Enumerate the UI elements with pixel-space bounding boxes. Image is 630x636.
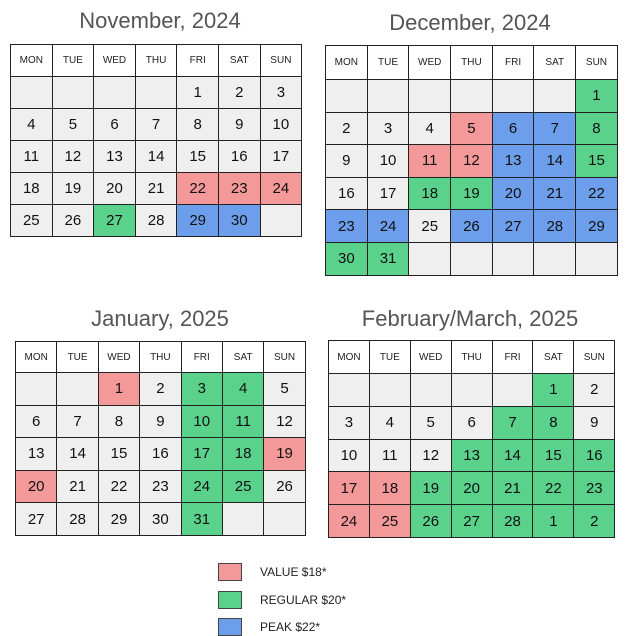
weekday-header: TUE <box>52 45 94 77</box>
weekday-header: SAT <box>534 46 576 80</box>
calendar-title-december: December, 2024 <box>389 10 551 35</box>
empty-cell <box>534 80 576 113</box>
empty-cell <box>222 503 263 536</box>
day-cell: 28 <box>135 205 177 237</box>
day-cell: 2 <box>218 77 260 109</box>
day-cell: 18 <box>222 438 263 471</box>
day-cell: 17 <box>260 141 302 173</box>
day-cell: 16 <box>326 177 368 210</box>
day-cell: 4 <box>369 406 410 439</box>
calendar-title-january: January, 2025 <box>91 306 229 331</box>
empty-cell <box>94 77 136 109</box>
day-cell: 6 <box>94 109 136 141</box>
weekday-header: MON <box>326 46 368 80</box>
day-cell: 22 <box>576 177 618 210</box>
empty-cell <box>451 80 493 113</box>
day-cell: 4 <box>409 112 451 145</box>
weekday-header: SAT <box>533 341 574 374</box>
day-cell: 1 <box>98 373 139 406</box>
week-row <box>16 373 306 406</box>
week-row <box>326 112 618 145</box>
day-cell: 2 <box>326 112 368 145</box>
week-row <box>329 505 615 538</box>
weekday-header: WED <box>94 45 136 77</box>
week-row <box>329 406 615 439</box>
day-cell: 24 <box>260 173 302 205</box>
day-cell: 12 <box>52 141 94 173</box>
day-cell: 24 <box>181 470 222 503</box>
week-row <box>16 470 306 503</box>
legend-item-regular <box>218 591 346 609</box>
day-cell: 10 <box>260 109 302 141</box>
day-cell: 15 <box>177 141 219 173</box>
day-cell: 1 <box>533 505 574 538</box>
day-cell: 8 <box>576 112 618 145</box>
day-cell: 19 <box>410 472 451 505</box>
day-cell: 21 <box>135 173 177 205</box>
day-cell: 11 <box>222 405 263 438</box>
weekday-header: WED <box>409 46 451 80</box>
day-cell: 23 <box>326 210 368 243</box>
day-cell: 12 <box>410 439 451 472</box>
day-cell: 17 <box>181 438 222 471</box>
day-cell: 23 <box>218 173 260 205</box>
day-cell: 15 <box>98 438 139 471</box>
day-cell: 26 <box>52 205 94 237</box>
calendar-grid-january <box>15 341 306 536</box>
day-cell: 13 <box>451 439 492 472</box>
weekday-header: THU <box>140 342 181 373</box>
weekday-header: THU <box>135 45 177 77</box>
day-cell: 19 <box>264 438 305 471</box>
day-cell: 13 <box>492 145 534 178</box>
calendar-grid-february-march <box>328 340 615 538</box>
day-cell: 21 <box>534 177 576 210</box>
day-cell: 9 <box>140 405 181 438</box>
week-row <box>326 80 618 113</box>
day-cell: 23 <box>140 470 181 503</box>
day-cell: 14 <box>534 145 576 178</box>
day-cell: 18 <box>11 173 53 205</box>
weekday-header: FRI <box>177 45 219 77</box>
day-cell: 5 <box>52 109 94 141</box>
day-cell: 4 <box>11 109 53 141</box>
week-row <box>11 205 302 237</box>
day-cell: 30 <box>140 503 181 536</box>
weekday-header: SAT <box>222 342 263 373</box>
weekday-header: MON <box>11 45 53 77</box>
day-cell: 25 <box>369 505 410 538</box>
day-cell: 5 <box>451 112 493 145</box>
empty-cell <box>576 242 618 275</box>
day-cell: 3 <box>181 373 222 406</box>
day-cell: 6 <box>16 405 57 438</box>
weekday-header: SUN <box>576 46 618 80</box>
day-cell: 30 <box>326 242 368 275</box>
legend-swatch-value <box>218 563 242 581</box>
day-cell: 21 <box>57 470 98 503</box>
empty-cell <box>410 374 451 407</box>
day-cell: 15 <box>533 439 574 472</box>
weekday-header: TUE <box>367 46 409 80</box>
day-cell: 11 <box>11 141 53 173</box>
weekday-header: FRI <box>181 342 222 373</box>
day-cell: 17 <box>329 472 370 505</box>
day-cell: 18 <box>369 472 410 505</box>
day-cell: 1 <box>177 77 219 109</box>
week-row <box>11 173 302 205</box>
day-cell: 25 <box>409 210 451 243</box>
calendar-grid-november <box>10 44 302 237</box>
weekday-header: FRI <box>492 341 533 374</box>
day-cell: 29 <box>177 205 219 237</box>
day-cell: 31 <box>367 242 409 275</box>
day-cell: 20 <box>451 472 492 505</box>
empty-cell <box>52 77 94 109</box>
legend-label-value: VALUE $18* <box>260 565 327 579</box>
day-cell: 7 <box>57 405 98 438</box>
day-cell: 12 <box>264 405 305 438</box>
empty-cell <box>492 242 534 275</box>
day-cell: 18 <box>409 177 451 210</box>
week-row <box>329 472 615 505</box>
day-cell: 22 <box>177 173 219 205</box>
day-cell: 26 <box>451 210 493 243</box>
weekday-header: FRI <box>492 46 534 80</box>
calendar-title-november: November, 2024 <box>79 8 241 33</box>
day-cell: 14 <box>135 141 177 173</box>
week-row <box>326 210 618 243</box>
day-cell: 31 <box>181 503 222 536</box>
day-cell: 24 <box>367 210 409 243</box>
day-cell: 22 <box>98 470 139 503</box>
day-cell: 19 <box>451 177 493 210</box>
day-cell: 5 <box>264 373 305 406</box>
day-cell: 9 <box>218 109 260 141</box>
empty-cell <box>369 374 410 407</box>
day-cell: 3 <box>367 112 409 145</box>
empty-cell <box>57 373 98 406</box>
day-cell: 1 <box>576 80 618 113</box>
empty-cell <box>367 80 409 113</box>
day-cell: 7 <box>135 109 177 141</box>
day-cell: 20 <box>492 177 534 210</box>
weekday-header: WED <box>98 342 139 373</box>
day-cell: 6 <box>492 112 534 145</box>
weekday-header: SUN <box>574 341 615 374</box>
empty-cell <box>326 80 368 113</box>
day-cell: 15 <box>576 145 618 178</box>
day-cell: 25 <box>11 205 53 237</box>
week-row <box>326 177 618 210</box>
day-cell: 9 <box>574 406 615 439</box>
day-cell: 20 <box>16 470 57 503</box>
day-cell: 8 <box>98 405 139 438</box>
legend-item-peak <box>218 618 320 636</box>
week-row <box>11 109 302 141</box>
day-cell: 22 <box>533 472 574 505</box>
day-cell: 5 <box>410 406 451 439</box>
weekday-header: MON <box>16 342 57 373</box>
empty-cell <box>135 77 177 109</box>
day-cell: 25 <box>222 470 263 503</box>
day-cell: 1 <box>533 374 574 407</box>
day-cell: 4 <box>222 373 263 406</box>
legend-label-peak: PEAK $22* <box>260 620 321 634</box>
week-row <box>11 77 302 109</box>
empty-cell <box>260 205 302 237</box>
empty-cell <box>264 503 305 536</box>
day-cell: 2 <box>140 373 181 406</box>
day-cell: 26 <box>264 470 305 503</box>
weekday-header: THU <box>451 46 493 80</box>
day-cell: 16 <box>574 439 615 472</box>
day-cell: 3 <box>329 406 370 439</box>
day-cell: 14 <box>57 438 98 471</box>
day-cell: 27 <box>451 505 492 538</box>
day-cell: 27 <box>94 205 136 237</box>
day-cell: 17 <box>367 177 409 210</box>
day-cell: 8 <box>533 406 574 439</box>
day-cell: 7 <box>492 406 533 439</box>
day-cell: 13 <box>94 141 136 173</box>
week-row <box>326 145 618 178</box>
week-row <box>16 405 306 438</box>
day-cell: 24 <box>329 505 370 538</box>
week-row <box>326 242 618 275</box>
legend-item-value <box>218 563 327 581</box>
day-cell: 12 <box>451 145 493 178</box>
day-cell: 2 <box>574 505 615 538</box>
day-cell: 27 <box>16 503 57 536</box>
week-row <box>11 141 302 173</box>
day-cell: 6 <box>451 406 492 439</box>
day-cell: 10 <box>329 439 370 472</box>
day-cell: 30 <box>218 205 260 237</box>
day-cell: 3 <box>260 77 302 109</box>
day-cell: 26 <box>410 505 451 538</box>
week-row <box>329 374 615 407</box>
day-cell: 29 <box>576 210 618 243</box>
day-cell: 7 <box>534 112 576 145</box>
empty-cell <box>329 374 370 407</box>
day-cell: 16 <box>140 438 181 471</box>
empty-cell <box>451 242 493 275</box>
calendar-grid-december <box>325 45 618 276</box>
day-cell: 10 <box>367 145 409 178</box>
weekday-header: THU <box>451 341 492 374</box>
legend-swatch-peak <box>218 618 242 636</box>
day-cell: 8 <box>177 109 219 141</box>
day-cell: 29 <box>98 503 139 536</box>
weekday-header: MON <box>329 341 370 374</box>
empty-cell <box>492 80 534 113</box>
day-cell: 9 <box>326 145 368 178</box>
day-cell: 13 <box>16 438 57 471</box>
weekday-header: TUE <box>369 341 410 374</box>
day-cell: 21 <box>492 472 533 505</box>
calendar-title-february-march: February/March, 2025 <box>361 306 579 331</box>
empty-cell <box>409 242 451 275</box>
day-cell: 19 <box>52 173 94 205</box>
week-row <box>329 439 615 472</box>
empty-cell <box>16 373 57 406</box>
day-cell: 11 <box>409 145 451 178</box>
day-cell: 28 <box>492 505 533 538</box>
day-cell: 23 <box>574 472 615 505</box>
day-cell: 14 <box>492 439 533 472</box>
weekday-header: SUN <box>264 342 305 373</box>
day-cell: 2 <box>574 374 615 407</box>
day-cell: 10 <box>181 405 222 438</box>
day-cell: 16 <box>218 141 260 173</box>
week-row <box>16 438 306 471</box>
day-cell: 27 <box>492 210 534 243</box>
legend-swatch-regular <box>218 591 242 609</box>
week-row <box>16 503 306 536</box>
empty-cell <box>492 374 533 407</box>
day-cell: 11 <box>369 439 410 472</box>
empty-cell <box>409 80 451 113</box>
weekday-header: TUE <box>57 342 98 373</box>
day-cell: 28 <box>57 503 98 536</box>
day-cell: 28 <box>534 210 576 243</box>
empty-cell <box>451 374 492 407</box>
day-cell: 20 <box>94 173 136 205</box>
legend-label-regular: REGULAR $20* <box>260 593 347 607</box>
weekday-header: WED <box>410 341 451 374</box>
empty-cell <box>534 242 576 275</box>
empty-cell <box>11 77 53 109</box>
weekday-header: SUN <box>260 45 302 77</box>
weekday-header: SAT <box>218 45 260 77</box>
